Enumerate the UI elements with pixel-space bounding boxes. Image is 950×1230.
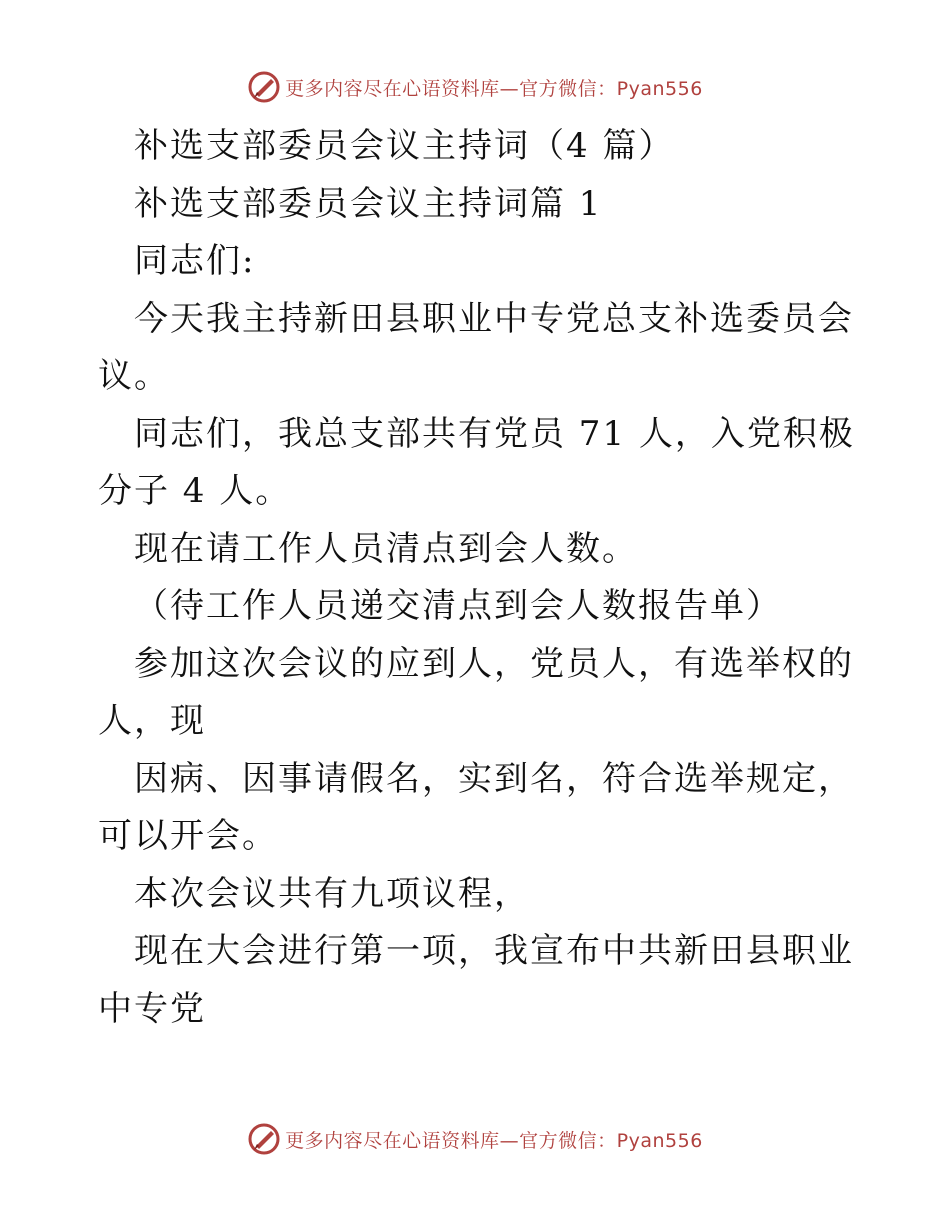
document-title: 补选支部委员会议主持词（4 篇） [134, 126, 675, 166]
paragraph: 参加这次会议的应到人，党员人，有选举权的人，现 [98, 643, 854, 741]
document-subtitle: 补选支部委员会议主持词篇 1 [134, 183, 603, 224]
quill-logo-icon [247, 1122, 281, 1156]
paragraph: 今天我主持新田县职业中专党总支补选委员会议。 [98, 298, 854, 396]
paragraph: 现在请工作人员清点到会人数。 [134, 528, 638, 569]
paragraph: 本次会议共有九项议程， [134, 873, 530, 914]
banner-text: 更多内容尽在心语资料库—官方微信：Pyan556 [285, 1129, 703, 1152]
document-body [98, 118, 858, 1038]
paragraph: 因病、因事请假名，实到名，符合选举规定，可以开会。 [98, 758, 854, 856]
header-banner [0, 70, 950, 104]
banner-text: 更多内容尽在心语资料库—官方微信：Pyan556 [285, 77, 703, 100]
paragraph: 现在大会进行第一项，我宣布中共新田县职业中专党 [98, 931, 854, 1029]
paragraph: 同志们，我总支部共有党员 71 人，入党积极分子 4 人。 [98, 413, 855, 511]
quill-logo-icon [247, 70, 281, 104]
footer-banner [0, 1122, 950, 1156]
paragraph: 同志们: [134, 241, 256, 281]
paragraph: （待工作人员递交清点到会人数报告单） [134, 586, 782, 626]
